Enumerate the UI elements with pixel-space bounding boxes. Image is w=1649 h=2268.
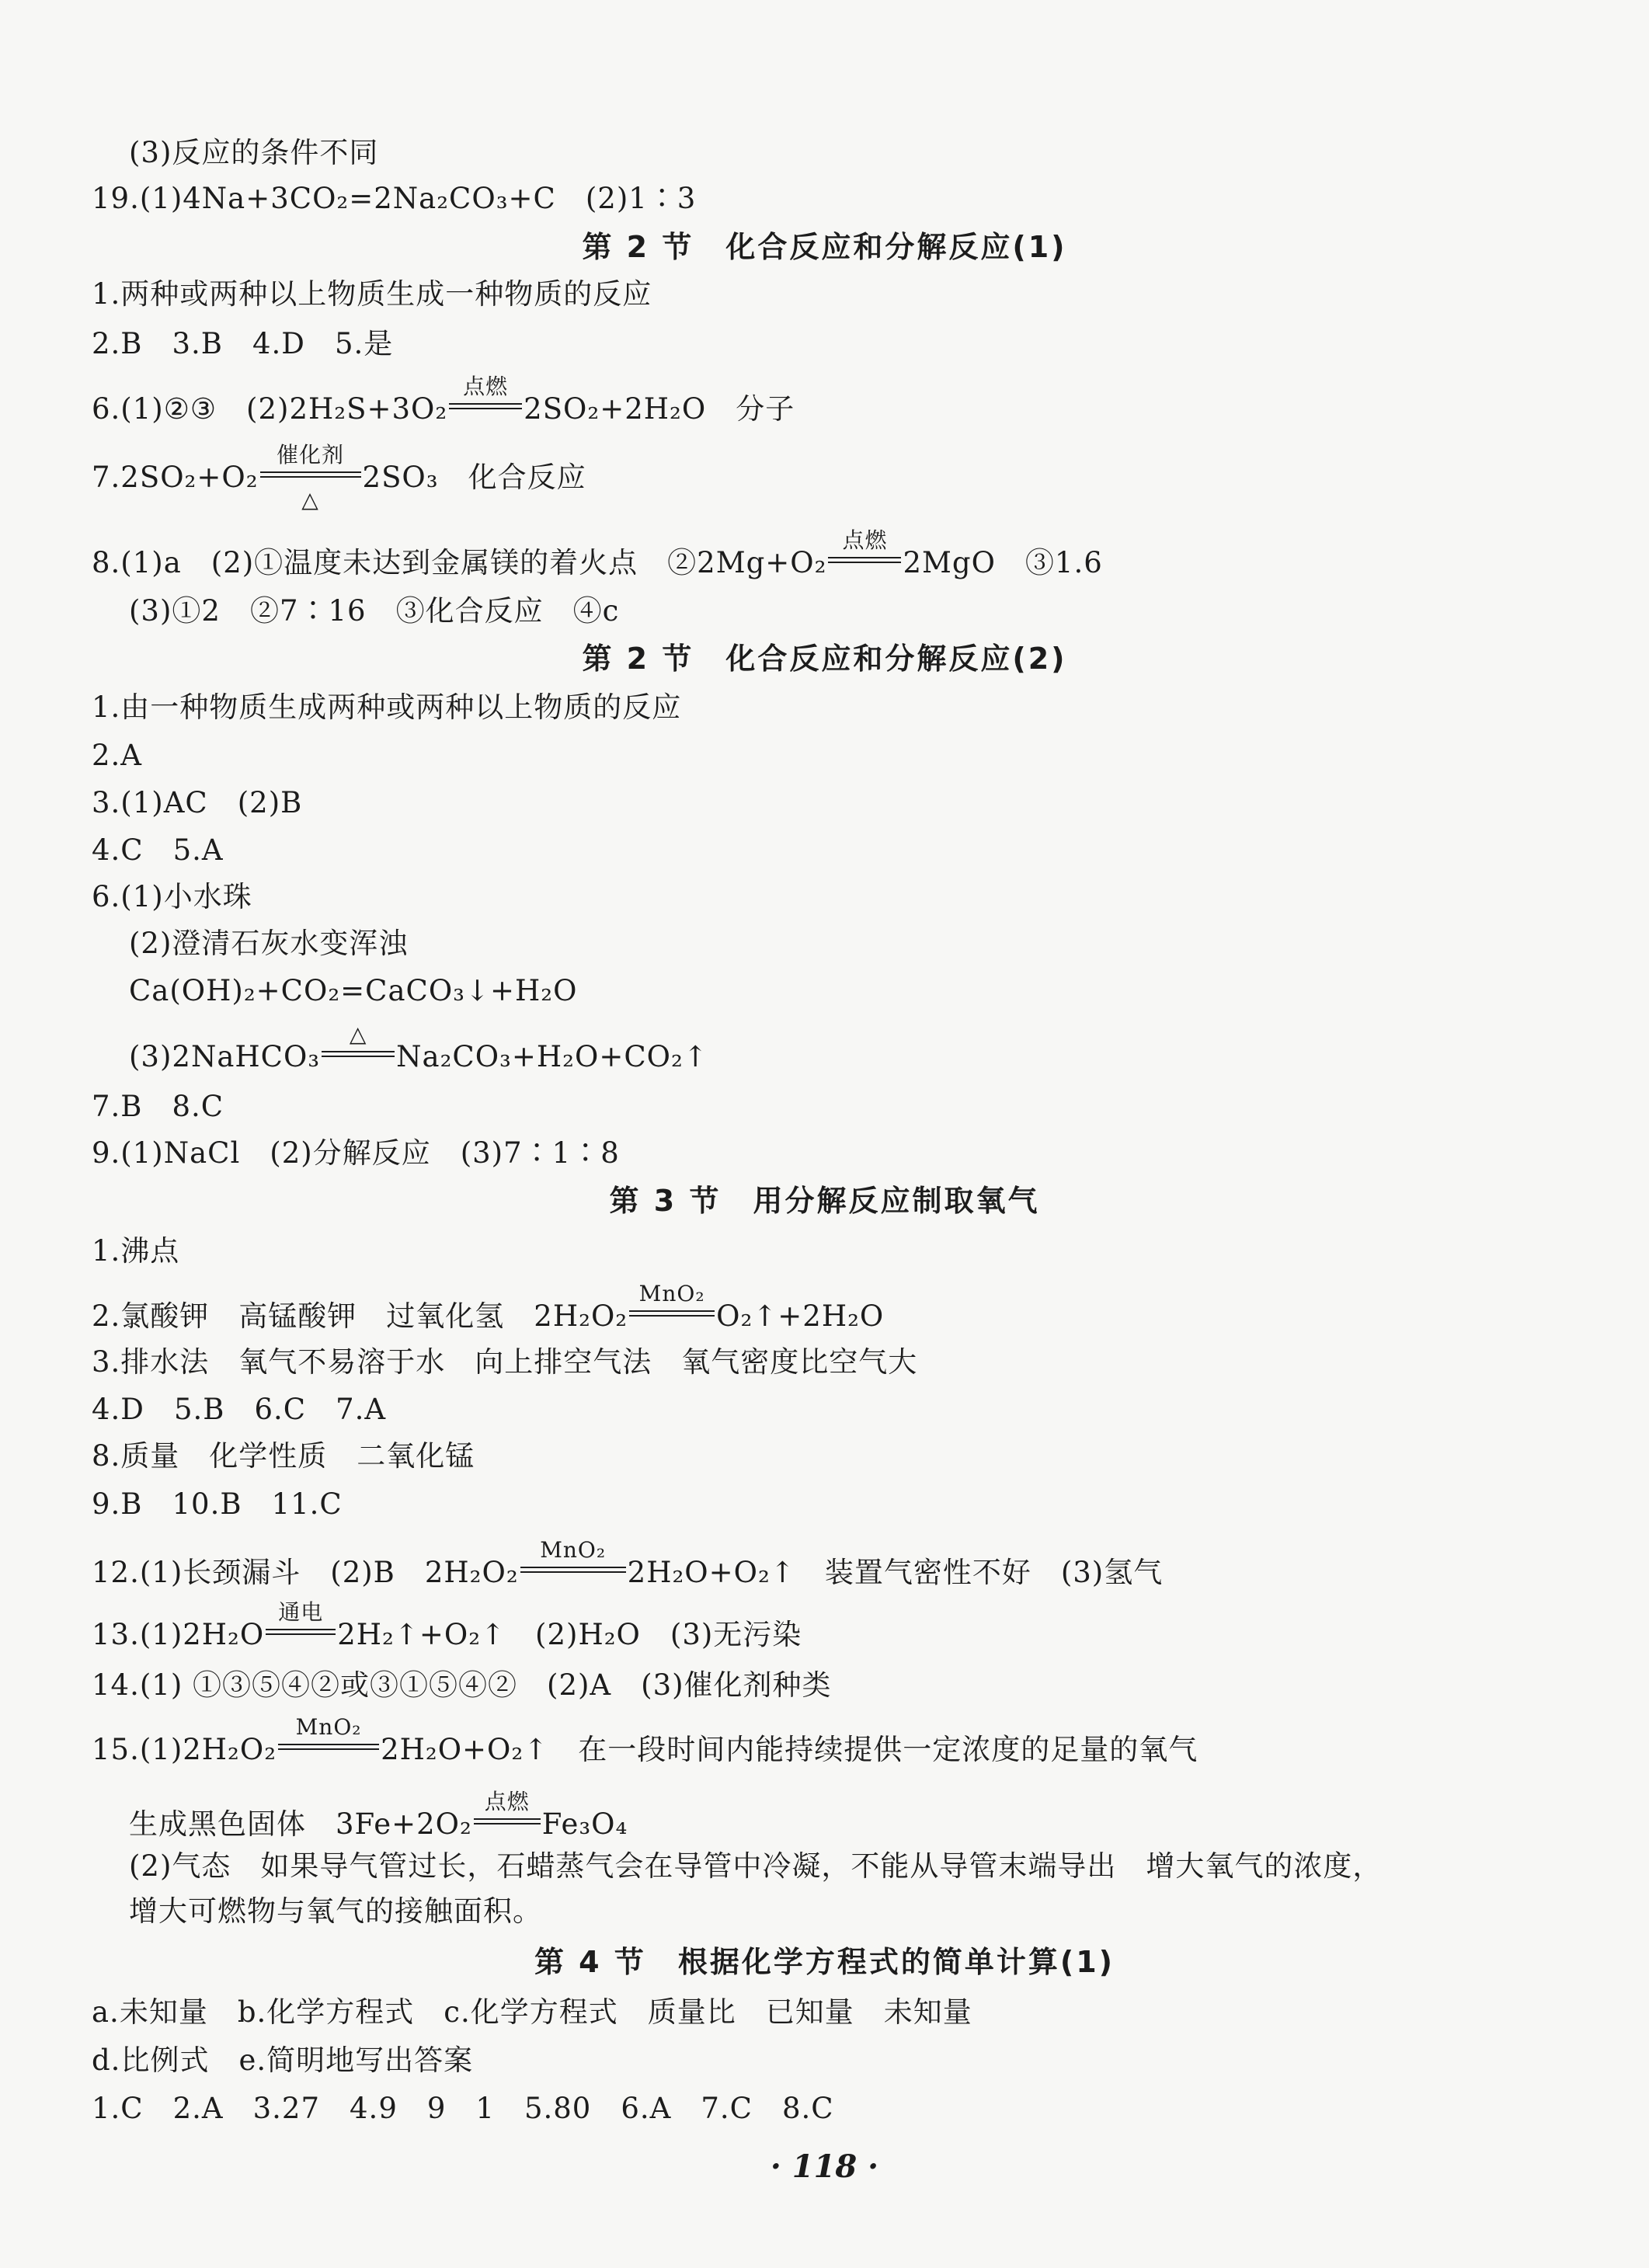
equation-left: 6.(1)②③ (2)2H₂S+3O₂ [92, 392, 448, 426]
equation-right: Na₂CO₃+H₂O+CO₂↑ [396, 1040, 708, 1073]
equation-right: 2H₂↑+O₂↑ (2)H₂O (3)无污染 [337, 1618, 802, 1651]
answer-line: 7.B 8.C [92, 1090, 224, 1123]
page-number: · 118 · [770, 2148, 879, 2185]
equals-sign [278, 1744, 379, 1750]
equation-left: 15.(1)2H₂O₂ [92, 1733, 277, 1766]
condition-label: 催化剂 [277, 442, 345, 468]
equals-sign [629, 1310, 715, 1317]
answer-line: (3)①2 ②7∶16 ③化合反应 ④c [129, 594, 620, 628]
answer-line: 4.D 5.B 6.C 7.A [92, 1393, 387, 1426]
equals-sign [260, 471, 361, 478]
answer-line: 1.由一种物质生成两种或两种以上物质的反应 [92, 690, 682, 724]
answer-line [129, 1021, 708, 1077]
answer-line: Ca(OH)₂+CO₂=CaCO₃↓+H₂O [129, 974, 578, 1007]
condition-label: 通电 [278, 1599, 324, 1625]
answer-line: 2.A [92, 739, 143, 772]
equation-left: 12.(1)长颈漏斗 (2)B 2H₂O₂ [92, 1556, 519, 1589]
equation-right: 2MgO ③1.6 [903, 546, 1103, 579]
answer-line [92, 1281, 885, 1336]
equation-right: 2H₂O+O₂↑ 在一段时间内能持续提供一定浓度的足量的氧气 [381, 1733, 1198, 1766]
equation-left: 7.2SO₂+O₂ [92, 461, 259, 494]
condition-label: MnO₂ [540, 1537, 607, 1563]
reaction-condition [474, 1789, 541, 1834]
section-heading: 第 2 节 化合反应和分解反应(1) [582, 230, 1067, 264]
answer-line: 3.排水法 氧气不易溶于水 向上排空气法 氧气密度比空气大 [92, 1345, 918, 1379]
equals-sign [520, 1567, 626, 1573]
section-heading: 第 3 节 用分解反应制取氧气 [609, 1184, 1040, 1218]
equals-sign [322, 1051, 395, 1057]
answer-line: d.比例式 e.简明地写出答案 [92, 2044, 474, 2077]
equation-right: 2H₂O+O₂↑ 装置气密性不好 (3)氢气 [627, 1556, 1164, 1589]
answer-line: 1.两种或两种以上物质生成一种物质的反应 [92, 277, 652, 311]
answer-line: 9.B 10.B 11.C [92, 1487, 343, 1521]
answer-line: 9.(1)NaCl (2)分解反应 (3)7∶1∶8 [92, 1136, 620, 1170]
equation-right: O₂↑+2H₂O [716, 1299, 885, 1333]
reaction-condition [449, 374, 522, 419]
section-heading: 第 4 节 根据化学方程式的简单计算(1) [534, 1945, 1115, 1979]
answer-line: (3)反应的条件不同 [129, 136, 379, 169]
condition-heat: △ [301, 487, 319, 513]
equation-right: Fe₃O₄ [541, 1807, 628, 1841]
answer-line [92, 1599, 802, 1654]
answer-line: 1.沸点 [92, 1234, 180, 1268]
answer-line [92, 527, 1103, 583]
answer-line: a.未知量 b.化学方程式 c.化学方程式 质量比 已知量 未知量 [92, 1995, 972, 2029]
equation-right: 2SO₂+2H₂O 分子 [524, 392, 795, 426]
equation-left: 13.(1)2H₂O [92, 1618, 265, 1651]
reaction-condition [260, 442, 361, 513]
condition-label: MnO₂ [638, 1281, 705, 1306]
answer-line: 4.C 5.A [92, 833, 224, 867]
answer-line [129, 1789, 628, 1844]
equation-left: (3)2NaHCO₃ [129, 1040, 321, 1073]
condition-label: 点燃 [484, 1789, 530, 1814]
answer-line: 19.(1)4Na+3CO₂=2Na₂CO₃+C (2)1∶3 [92, 182, 697, 215]
equation-left: 生成黑色固体 3Fe+2O₂ [129, 1807, 472, 1841]
reaction-condition [266, 1599, 336, 1644]
answer-line: 1.C 2.A 3.27 4.9 9 1 5.80 6.A 7.C 8.C [92, 2092, 834, 2125]
answer-line: 14.(1) ①③⑤④②或③①⑤④② (2)A (3)催化剂种类 [92, 1668, 832, 1702]
answer-line: 6.(1)小水珠 [92, 880, 252, 913]
equals-sign [474, 1818, 541, 1824]
answer-line: 3.(1)AC (2)B [92, 786, 303, 819]
equation-left: 2.氯酸钾 高锰酸钾 过氧化氢 2H₂O₂ [92, 1299, 628, 1333]
answer-line [92, 374, 795, 429]
equals-sign [828, 557, 901, 563]
answer-line: 2.B 3.B 4.D 5.是 [92, 327, 394, 360]
answer-line [92, 1714, 1198, 1769]
answer-line: 8.质量 化学性质 二氧化锰 [92, 1439, 475, 1473]
equals-sign [449, 403, 522, 409]
equation-right: 2SO₃ 化合反应 [362, 461, 586, 494]
reaction-condition [629, 1281, 715, 1326]
condition-label: 点燃 [842, 527, 888, 553]
answer-line [92, 1537, 1164, 1592]
condition-label: 点燃 [463, 374, 509, 399]
reaction-condition [322, 1021, 395, 1066]
condition-heat: △ [349, 1021, 367, 1047]
answer-line: (2)澄清石灰水变浑浊 [129, 927, 409, 960]
equals-sign [266, 1629, 336, 1635]
answer-line: (2)气态 如果导气管过长，石蜡蒸气会在导管中冷凝，不能从导管末端导出 增大氧气的浓度， [129, 1849, 1383, 1883]
reaction-condition [278, 1714, 379, 1759]
reaction-condition [520, 1537, 626, 1582]
equation-left: 8.(1)a (2)①温度未达到金属镁的着火点 ②2Mg+O₂ [92, 546, 827, 579]
condition-label: MnO₂ [295, 1714, 362, 1740]
answer-line: 增大可燃物与氧气的接触面积。 [129, 1894, 542, 1928]
answer-line [92, 442, 586, 513]
section-heading: 第 2 节 化合反应和分解反应(2) [582, 642, 1067, 676]
reaction-condition [828, 527, 901, 572]
